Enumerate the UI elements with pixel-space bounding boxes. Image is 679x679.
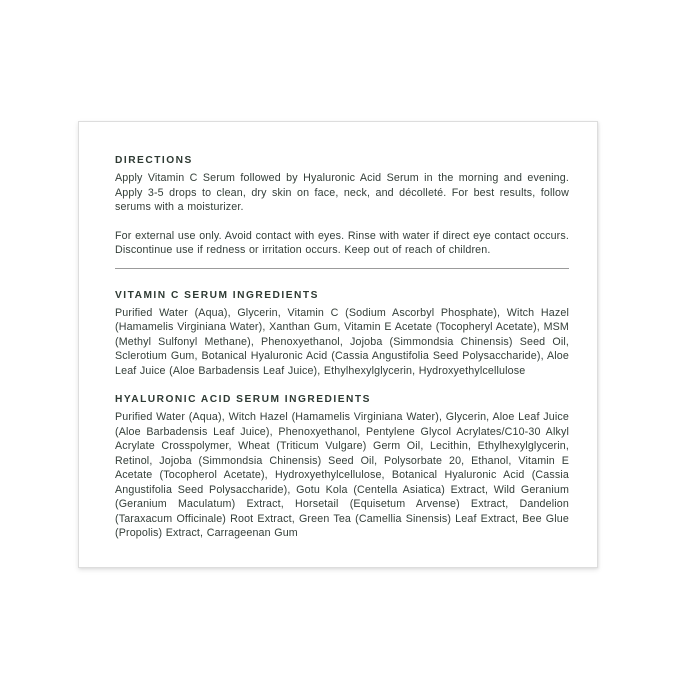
directions-text: Apply Vitamin C Serum followed by Hyaluronic Acid Serum in the morning and evening. Apply 3-5 drops to clean, dry skin on face, neck, and décolleté. For best results, follow serums with a moisturizer. [115, 172, 569, 213]
vitamin-c-ingredients-text: Purified Water (Aqua), Glycerin, Vitamin C (Sodium Ascorbyl Phosphate), Witch Hazel (Hamamelis Virginiana Water), Xanthan Gum, Vitamin E Acetate (Tocopheryl Acetate), MSM (Methyl Sulfonyl Methane), Phenoxyethanol, Jojoba (Simmondsia Chinensis) Seed Oil, Sclerotium Gum, Botanical Hyaluronic Acid (Cassia Angustifolia Seed Polysaccharide), Aloe Leaf Juice (Aloe Barbadensis Leaf Juice), Ethylhexylglycerin, Hydroxyethylcellulose [115, 306, 569, 377]
directions-heading: DIRECTIONS [115, 155, 193, 166]
hyaluronic-ingredients-text: Purified Water (Aqua), Witch Hazel (Hamamelis Virginiana Water), Glycerin, Aloe Leaf Juice (Aloe Barbadensis Leaf Juice), Phenoxyethanol, Pentylene Glycol Acrylates/C10-30 Alkyl Acrylate Crosspolymer, Wheat (Triticum Vulgare) Germ Oil, Lecithin, Ethylhexylglycerin, Retinol, Jojoba (Simmondsia Chinensis) Seed Oil, Polysorbate 20, Ethanol, Vitamin E Acetate (Tocopherol Acetate), Hydroxyethylcellulose, Botanical Hyaluronic Acid (Cassia Angustifolia Seed Polysaccharide), Gotu Kola (Centella Asiatica) Extract, Wild Geranium (Geranium Maculatum) Extract, Horsetail (Equisetum Arvense) Extract, Dandelion (Taraxacum Officinale) Root Extract, Green Tea (Camellia Sinensis) Leaf Extract, Bee Glue (Propolis) Extract, Carrageenan Gum [115, 411, 569, 539]
hyaluronic-ingredients-section [115, 394, 569, 541]
vitamin-c-ingredients-section [115, 290, 569, 379]
hyaluronic-ingredients-heading: HYALURONIC ACID SERUM INGREDIENTS [115, 394, 371, 405]
warning-text: For external use only. Avoid contact with eyes. Rinse with water if direct eye contact occurs. Discontinue use if redness or irritation occurs. Keep out of reach of children. [115, 229, 569, 256]
section-divider [115, 268, 569, 269]
directions-section [115, 155, 569, 258]
product-label-card [78, 121, 598, 568]
vitamin-c-ingredients-heading: VITAMIN C SERUM INGREDIENTS [115, 289, 319, 301]
